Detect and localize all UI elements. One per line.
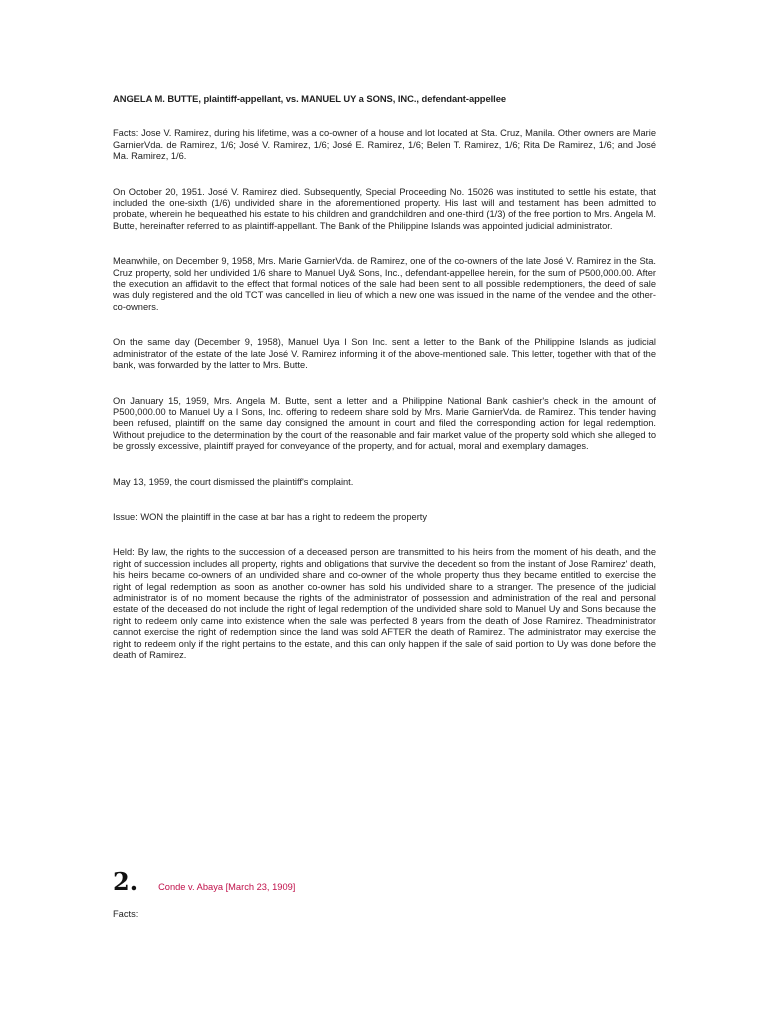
- section-heading: [113, 867, 295, 896]
- death-paragraph: On October 20, 1951. José V. Ramirez died. Subsequently, Special Proceeding No. 15026 was instituted to settle his estate, that included the one-sixth (1/6) undivided share in the aforementioned property. His last will and testament has been admitted to probate, wherein he bequeathed his estate to his children and grandchildren and one-third (1/3) of the free portion to Mrs. Angela M. Butte, hereinafter referred to as plaintiff-appellant. The Bank of the Philippine Islands was appointed judicial administrator.: [113, 186, 656, 231]
- dismissal-paragraph: May 13, 1959, the court dismissed the plaintiff's complaint.: [113, 476, 354, 487]
- issue-paragraph: Issue: WON the plaintiff in the case at bar has a right to redeem the property: [113, 511, 428, 522]
- section-number: 2.: [113, 867, 139, 896]
- redemption-paragraph: On January 15, 1959, Mrs. Angela M. Butte, sent a letter and a Philippine National Bank cashier's check in the amount of P500,000.00 to Manuel Uy a I Sons, Inc. offering to redeem share sold by Mrs. Marie GarnierVda. de Ramirez. This tender having been refused, plaintiff on the same day consigned the amount in court and filed the corresponding action for legal redemption. Without prejudice to the determination by the court of the reasonable and fair market value of the property sold which she alleged to be grossly excessive, plaintiff prayed for conveyance of the property, and for actual, moral and exemplary damages.: [113, 395, 656, 452]
- sale-paragraph: Meanwhile, on December 9, 1958, Mrs. Marie GarnierVda. de Ramirez, one of the co-owners of the late José V. Ramirez in the Sta. Cruz property, sold her undivided 1/6 share to Manuel Uy& Sons, Inc., defendant-appellee herein, for the sum of P500,000.00. After the execution an affidavit to the effect that formal notices of the sale had been sent to all possible redemptioners, the deed of sale was duly registered and the old TCT was cancelled in lieu of which a new one was issued in the name of the vendee and the other-co-owners.: [113, 256, 656, 312]
- document-body: [113, 93, 656, 661]
- case2-title: Conde v. Abaya [March 23, 1909]: [158, 882, 296, 892]
- case2-facts-label: Facts:: [113, 909, 139, 919]
- facts-paragraph: Facts: Jose V. Ramirez, during his lifetime, was a co-owner of a house and lot located at Sta. Cruz, Manila. Other owners are Marie GarnierVda. de Ramirez, 1/6; José V. Ramirez, 1/6; José E. Ramirez, 1/6; Belen T. Ramirez, 1/6; Rita De Ramirez, 1/6; and José Ma. Ramirez, 1/6.: [113, 128, 656, 162]
- letter-paragraph: On the same day (December 9, 1958), Manuel Uya I Son Inc. sent a letter to the Bank of the Philippine Islands as judicial administrator of the estate of the late José V. Ramirez informing it of the above-mentioned sale. This letter, together with that of the bank, was forwarded by the latter to Mrs. Butte.: [113, 337, 656, 371]
- held-paragraph: Held: By law, the rights to the succession of a deceased person are transmitted to his heirs from the moment of his death, and the right of succession includes all property, rights and obligations that survive the decedent so from the instant of Jose Ramirez' death, his heirs became co-owners of an undivided share and co-owner of the whole property thus they became entitled to exercise the right of legal redemption as soon as another co-owner has sold his undivided share to a stranger. The presence of the judicial administrator is of no moment because the rights of the administrator of possession and administration of the real and personal estate of the deceased do not include the right of legal redemption of the undivided share sold to Manuel Uy and Sons because the right to redeem only came into existence when the sale was perfected 8 years from the death of Jose Ramirez. Theadministrator cannot exercise the right of redemption since the land was sold AFTER the death of Ramirez. The administrator may exercise the right to redeem only if the right pertains to the estate, and this can only happen if the sale of said portion to Uy was done before the death of Ramirez.: [113, 547, 656, 660]
- case-title: ANGELA M. BUTTE, plaintiff-appellant, vs. MANUEL UY a SONS, INC., defendant-appellee: [113, 93, 507, 104]
